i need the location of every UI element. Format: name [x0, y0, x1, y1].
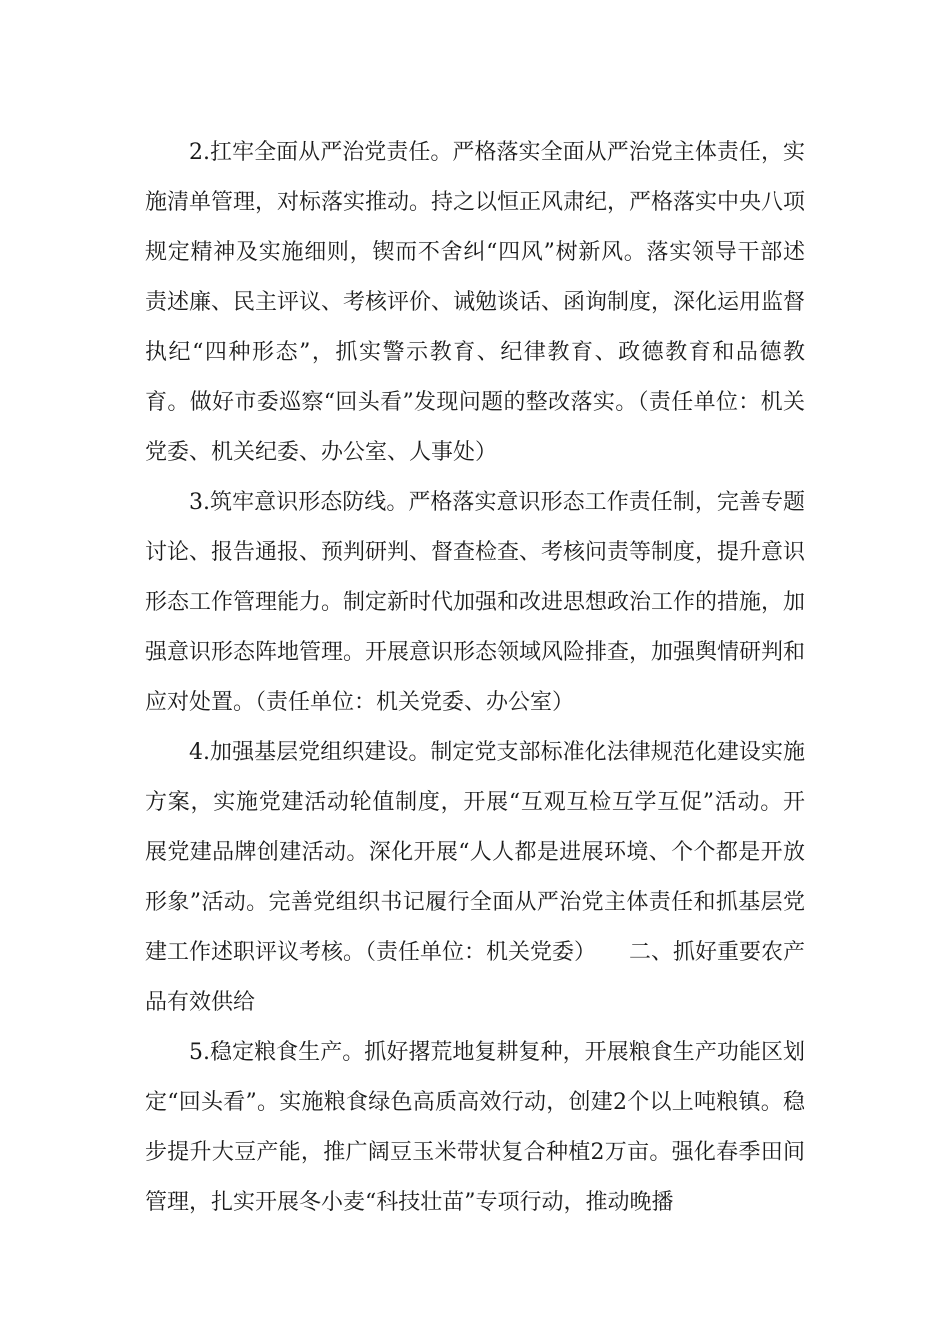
paragraph-item-4: 4.加强基层党组织建设。制定党支部标准化法律规范化建设实施方案，实施党建活动轮值制度，开展“互观互检互学互促”活动。开展党建品牌创建活动。深化开展“人人都是进展环境、个个都是开放形象”活动。完善党组织书记履行全面从严治党主体责任和抓基层党建工作述职评议考核。（责任单位：机关党委） 二、抓好重要农产品有效供给 — [145, 740, 806, 1015]
paragraph-item-3: 3.筑牢意识形态防线。严格落实意识形态工作责任制，完善专题讨论、报告通报、预判研判、督查检查、考核问责等制度，提升意识形态工作管理能力。制定新时代加强和改进思想政治工作的措施，加强意识形态阵地管理。开展意识形态领域风险排查，加强舆情研判和应对处置。（责任单位：机关党委、办公室） — [145, 490, 806, 715]
paragraph-item-5: 5.稳定粮食生产。抓好撂荒地复耕复种，开展粮食生产功能区划定“回头看”。实施粮食绿色高质高效行动，创建2个以上吨粮镇。稳步提升大豆产能，推广阔豆玉米带状复合种植2万亩。强化春季田间管理，扎实开展冬小麦“科技壮苗”专项行动，推动晚播 — [145, 1040, 805, 1215]
paragraph-item-2: 2.扛牢全面从严治党责任。严格落实全面从严治党主体责任，实施清单管理，对标落实推动。持之以恒正风肃纪，严格落实中央八项规定精神及实施细则，锲而不舍纠“四风”树新风。落实领导干部述责述廉、民主评议、考核评价、诫勉谈话、函询制度，深化运用监督执纪“四种形态”，抓实警示教育、纪律教育、政德教育和品德教育。做好市委巡察“回头看”发现问题的整改落实。（责任单位：机关党委、机关纪委、办公室、人事处） — [145, 140, 806, 465]
document-body — [145, 128, 805, 1228]
